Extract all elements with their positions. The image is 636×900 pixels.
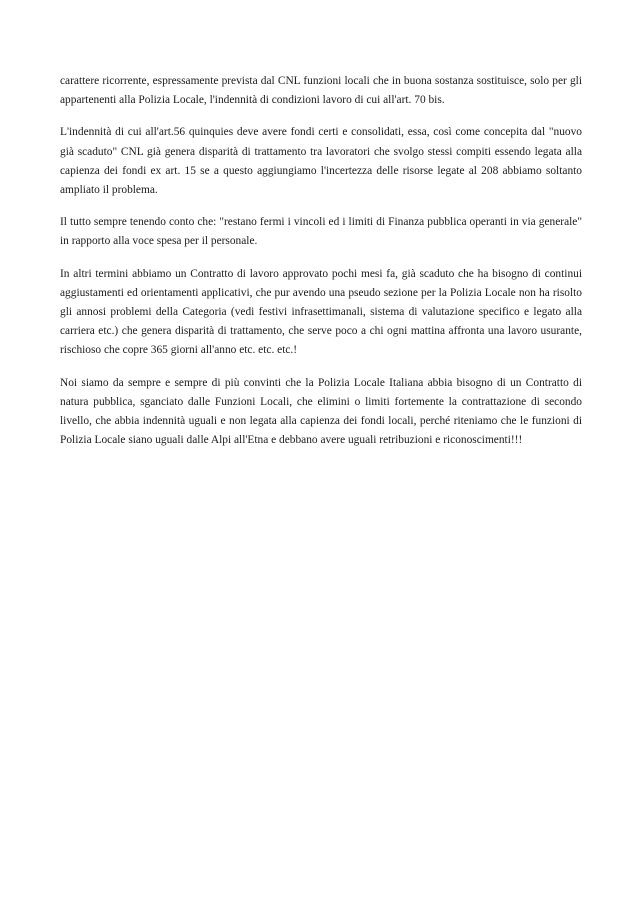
document-body [60,72,582,463]
paragraph-4: In altri termini abbiamo un Contratto di lavoro approvato pochi mesi fa, già scaduto che ha bisogno di continui aggiustamenti ed orientamenti applicativi, che pur avendo una pseudo sezione per la Polizia Locale non ha risolto gli annosi problemi della Categoria (vedi festivi infrasettimanali, sistema di valutazione specifico e legato alla carriera etc.) che genera disparità di trattamento, che serve poco a chi ogni mattina affronta una lavoro usurante, rischioso che copre 365 giorni all'anno etc. etc. etc.! [60,267,582,357]
paragraph-5: Noi siamo da sempre e sempre di più convinti che la Polizia Locale Italiana abbia bisogno di un Contratto di natura pubblica, sganciato dalle Funzioni Locali, che elimini o limiti fortemente la contrattazione di secondo livello, che abbia indennità uguali e non legata alla capienza dei fondi locali, perché riteniamo che le funzioni di Polizia Locale siano uguali dalle Alpi all'Etna e debbano avere uguali retribuzioni e riconoscimenti!!! [60,376,582,447]
paragraph-1: carattere ricorrente, espressamente prevista dal CNL funzioni locali che in buona sostanza sostituisce, solo per gli appartenenti alla Polizia Locale, l'indennità di condizioni lavoro di cui all'art. 70 bis. [60,75,582,107]
paragraph-3: Il tutto sempre tenendo conto che: "restano fermi i vincoli ed i limiti di Finanza pubblica operanti in via generale" in rapporto alla voce spesa per il personale. [60,216,582,248]
paragraph-2: L'indennità di cui all'art.56 quinquies deve avere fondi certi e consolidati, essa, così come concepita dal "nuovo già scaduto" CNL già genera disparità di trattamento tra lavoratori che svolgo stessi compiti essendo legata alla capienza dei fondi ex art. 15 se a questo aggiungiamo l'incertezza delle risorse legate al 208 abbiamo soltanto ampliato il problema. [60,126,582,197]
